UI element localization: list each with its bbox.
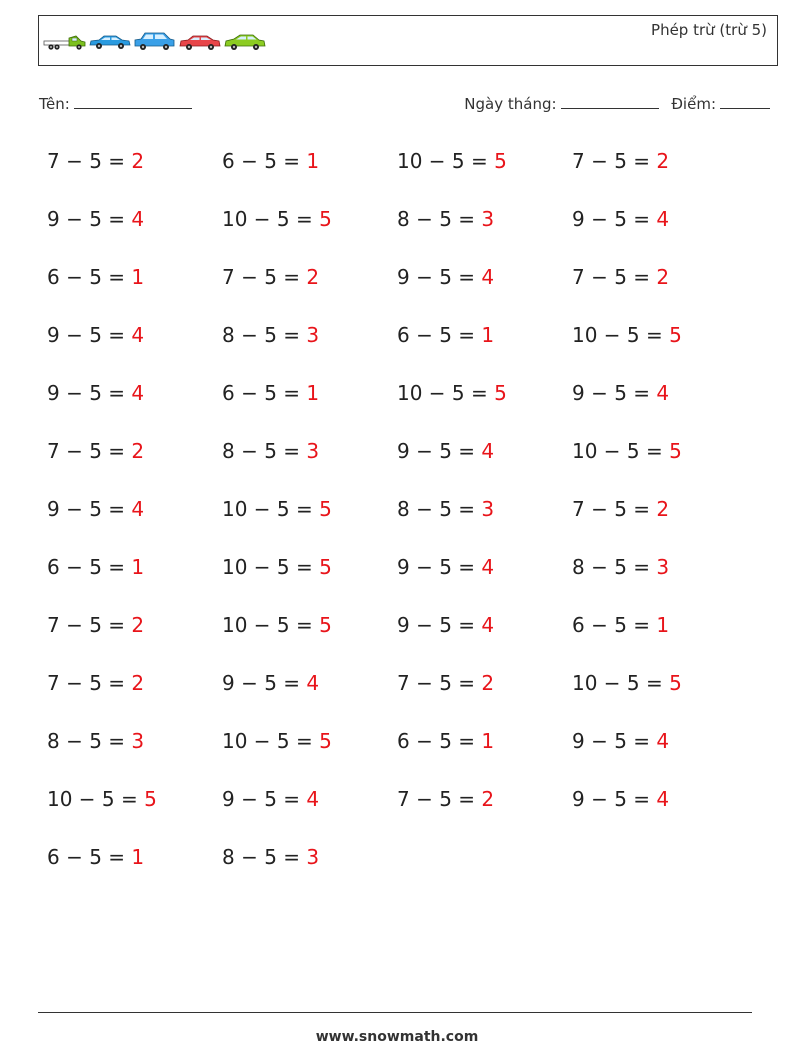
problem-answer: 3 [306,845,320,869]
problem-question: 9 − 5 = [47,323,132,347]
problem-item [47,670,222,728]
problem-question: 10 − 5 = [222,207,320,231]
problem-item [47,612,222,670]
problem-item [397,496,572,554]
problem-item [222,728,397,786]
problem-question: 7 − 5 = [222,265,307,289]
problem-answer: 4 [481,439,495,463]
problem-question: 8 − 5 = [222,439,307,463]
problem-item [47,148,222,206]
problem-item [572,264,747,322]
problem-item [572,148,747,206]
problem-answer: 4 [481,265,495,289]
problem-answer: 3 [306,439,320,463]
problem-question: 8 − 5 = [397,497,482,521]
problem-question: 10 − 5 = [222,729,320,753]
problem-question: 10 − 5 = [222,555,320,579]
name-blank[interactable] [74,94,192,109]
problem-answer: 4 [306,671,320,695]
problem-question: 7 − 5 = [47,671,132,695]
problem-question: 7 − 5 = [47,439,132,463]
problem-item [572,438,747,496]
problem-item [397,670,572,728]
problem-item [397,380,572,438]
problem-item [397,148,572,206]
problem-question: 7 − 5 = [47,149,132,173]
car-icon [133,30,176,52]
worksheet-header [38,15,778,66]
problem-question: 9 − 5 = [572,381,657,405]
problem-item [222,496,397,554]
problem-answer: 5 [319,729,332,753]
problem-question: 8 − 5 = [397,207,482,231]
problem-answer: 1 [481,729,495,753]
problem-answer: 4 [131,497,145,521]
problem-item [397,206,572,264]
problem-question: 9 − 5 = [47,497,132,521]
worksheet-title: Phép trừ (trừ 5) [651,21,767,39]
problem-question: 6 − 5 = [572,613,657,637]
problem-item [47,322,222,380]
problem-question: 7 − 5 = [572,265,657,289]
date-label: Ngày tháng: [464,95,557,113]
problem-question: 7 − 5 = [47,613,132,637]
problem-answer: 5 [669,671,682,695]
problem-item [47,380,222,438]
problem-item [572,612,747,670]
problem-item [47,844,222,902]
problem-answer: 4 [656,207,670,231]
problem-answer: 4 [131,381,145,405]
problem-item [222,148,397,206]
problem-item [222,264,397,322]
problem-question: 10 − 5 = [397,149,495,173]
problem-item [397,264,572,322]
footer-divider [38,1012,752,1013]
problem-question: 9 − 5 = [572,729,657,753]
problem-answer: 2 [131,613,145,637]
problem-item [47,438,222,496]
problem-question: 9 − 5 = [572,207,657,231]
problem-question: 6 − 5 = [222,149,307,173]
footer-url: www.snowmath.com [315,1029,479,1045]
problem-answer: 4 [656,787,670,811]
problem-item [572,786,747,844]
problem-question: 10 − 5 = [572,439,670,463]
problem-question: 9 − 5 = [397,265,482,289]
problem-item [222,380,397,438]
problem-answer: 2 [656,497,670,521]
problem-question: 7 − 5 = [397,671,482,695]
problem-answer: 1 [306,149,320,173]
score-blank[interactable] [720,94,770,109]
problem-question: 6 − 5 = [47,555,132,579]
problem-answer: 1 [481,323,495,347]
score-label: Điểm: [671,95,716,113]
problem-answer: 5 [494,149,507,173]
problem-item [397,612,572,670]
tow-truck-icon [43,30,86,52]
problem-item [397,438,572,496]
problem-answer: 5 [144,787,157,811]
problem-answer: 2 [656,265,670,289]
problem-answer: 4 [656,729,670,753]
name-label: Tên: [39,95,70,113]
problem-question: 6 − 5 = [397,323,482,347]
problem-question: 10 − 5 = [222,497,320,521]
problem-item [222,844,397,902]
problem-question: 7 − 5 = [397,787,482,811]
problem-item [572,554,747,612]
problem-item [572,380,747,438]
problem-answer: 4 [131,323,145,347]
problem-item [572,670,747,728]
problem-item [572,206,747,264]
date-blank[interactable] [561,94,659,109]
problem-answer: 2 [481,787,495,811]
name-field [39,94,192,113]
problem-answer: 2 [131,671,145,695]
problem-answer: 4 [306,787,320,811]
problem-item [47,264,222,322]
problem-item [397,728,572,786]
problem-item [47,554,222,612]
problem-item [222,554,397,612]
car-icon [88,30,131,52]
problem-item [47,728,222,786]
problem-answer: 1 [131,845,145,869]
problem-answer: 2 [656,149,670,173]
problem-question: 6 − 5 = [47,845,132,869]
problem-answer: 3 [306,323,320,347]
problem-question: 9 − 5 = [47,207,132,231]
problem-question: 9 − 5 = [397,613,482,637]
problem-question: 10 − 5 = [572,323,670,347]
problem-answer: 4 [481,555,495,579]
problem-item [222,206,397,264]
problem-item [397,322,572,380]
problem-question: 6 − 5 = [222,381,307,405]
problem-answer: 1 [656,613,670,637]
car-icon [223,30,266,52]
problem-answer: 5 [669,439,682,463]
problem-answer: 2 [131,149,145,173]
problem-answer: 3 [481,497,495,521]
problem-item [222,438,397,496]
problem-answer: 4 [656,381,670,405]
problem-answer: 3 [656,555,670,579]
date-score-fields [464,94,770,113]
problem-question: 6 − 5 = [47,265,132,289]
problem-question: 9 − 5 = [397,555,482,579]
problem-answer: 3 [131,729,145,753]
problem-question: 7 − 5 = [572,149,657,173]
problem-question: 9 − 5 = [47,381,132,405]
problem-answer: 1 [131,265,145,289]
problem-item [222,612,397,670]
problem-question: 8 − 5 = [222,323,307,347]
problem-answer: 2 [131,439,145,463]
problem-item [572,496,747,554]
car-icon [178,30,221,52]
problem-item [47,206,222,264]
problem-question: 9 − 5 = [222,787,307,811]
problem-question: 8 − 5 = [47,729,132,753]
problem-answer: 4 [131,207,145,231]
problem-answer: 2 [306,265,320,289]
problem-question: 9 − 5 = [397,439,482,463]
problem-question: 8 − 5 = [222,845,307,869]
problem-answer: 1 [306,381,320,405]
problem-answer: 2 [481,671,495,695]
problem-answer: 5 [319,497,332,521]
problem-item [222,670,397,728]
problem-answer: 5 [669,323,682,347]
problem-question: 9 − 5 = [222,671,307,695]
problem-question: 10 − 5 = [572,671,670,695]
problem-grid [47,148,767,902]
car-illustrations [43,30,266,52]
problem-answer: 3 [481,207,495,231]
problem-answer: 5 [319,207,332,231]
problem-question: 10 − 5 = [47,787,145,811]
problem-item [222,786,397,844]
problem-item [397,554,572,612]
problem-answer: 1 [131,555,145,579]
problem-item [47,496,222,554]
problem-item [572,728,747,786]
problem-question: 9 − 5 = [572,787,657,811]
problem-answer: 5 [319,613,332,637]
problem-answer: 4 [481,613,495,637]
problem-question: 6 − 5 = [397,729,482,753]
problem-item [222,322,397,380]
problem-question: 10 − 5 = [397,381,495,405]
problem-answer: 5 [494,381,507,405]
problem-question: 10 − 5 = [222,613,320,637]
problem-item [572,322,747,380]
problem-item [397,786,572,844]
problem-question: 8 − 5 = [572,555,657,579]
problem-question: 7 − 5 = [572,497,657,521]
problem-item [47,786,222,844]
problem-answer: 5 [319,555,332,579]
